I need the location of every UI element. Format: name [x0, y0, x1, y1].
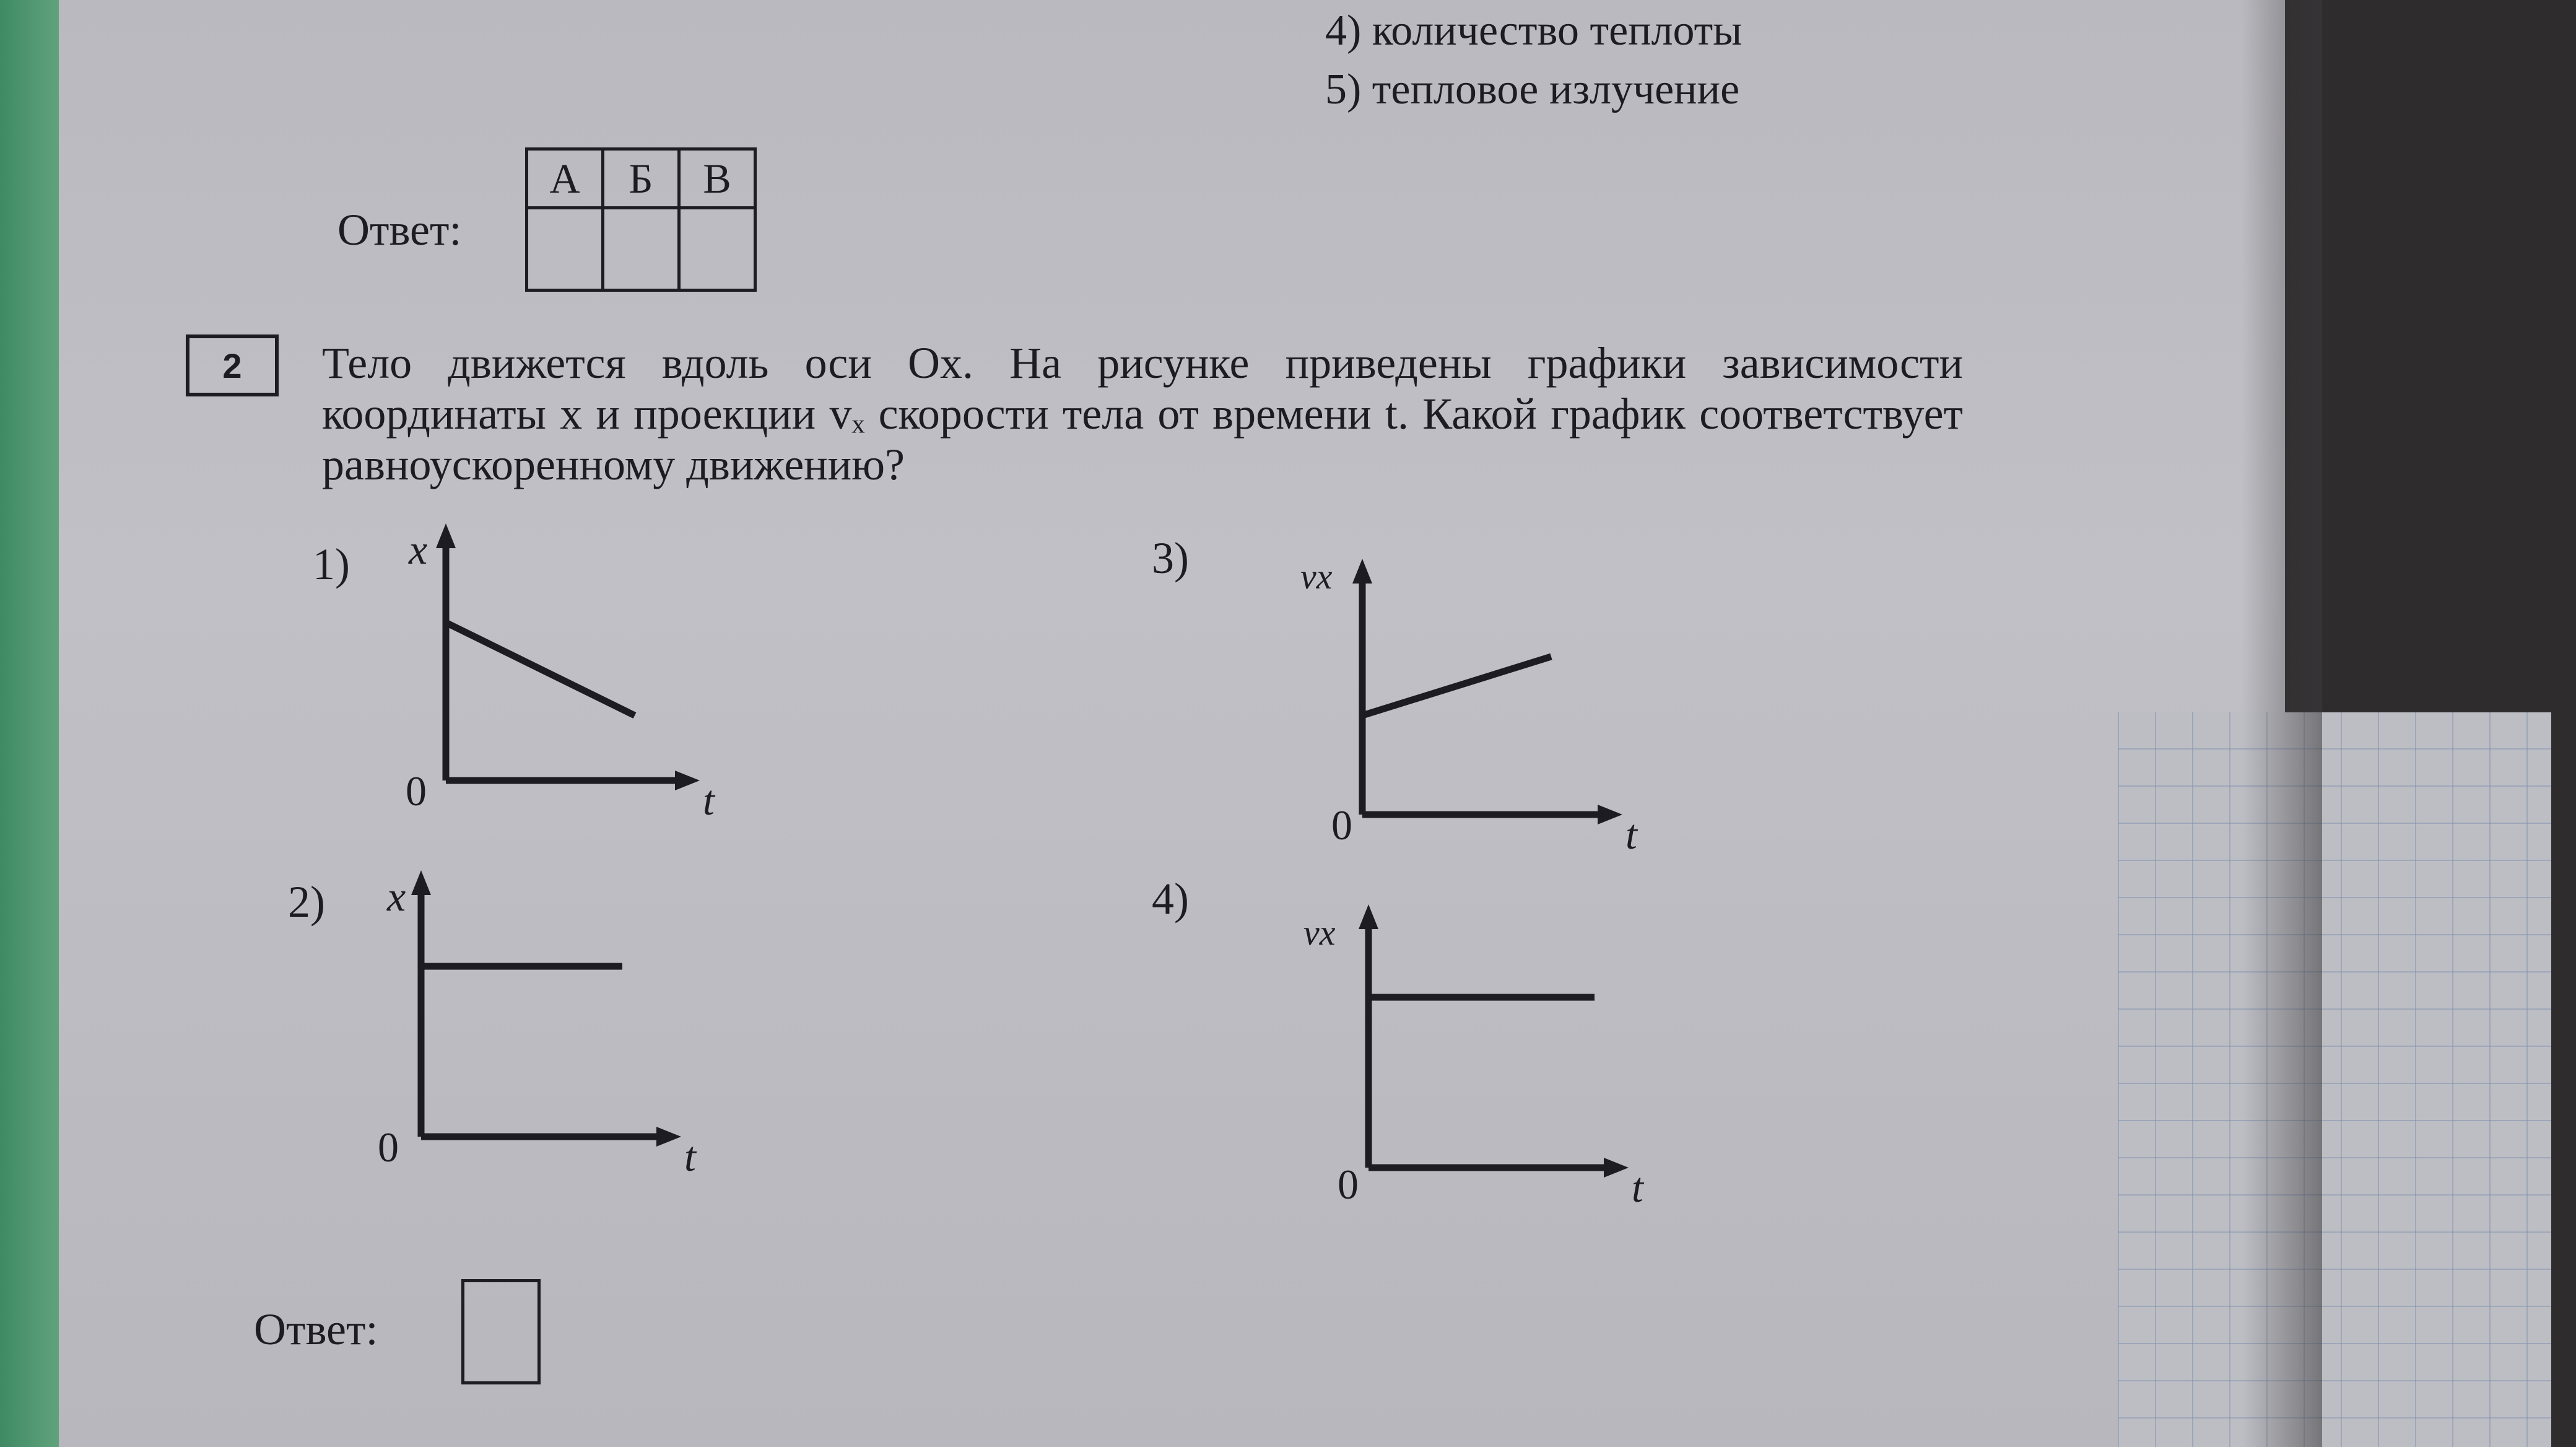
graph-3-x-label: t	[1625, 811, 1637, 858]
graph-3-x-arrow-icon	[1598, 805, 1622, 824]
graph-4-origin: 0	[1338, 1161, 1359, 1208]
answer-cell-b[interactable]	[603, 208, 679, 291]
graph-2-y-label: x	[387, 873, 406, 920]
graph-1-curve	[446, 623, 635, 715]
graph-1-number: 1)	[313, 540, 350, 589]
graph-4-x-arrow-icon	[1604, 1158, 1629, 1178]
answer-label: Ответ:	[254, 1305, 378, 1354]
answer-table-header-v: В	[679, 149, 755, 208]
page-shadow	[2242, 0, 2322, 1447]
graph-2-y-arrow-icon	[411, 870, 431, 895]
graph-3-y-label: vx	[1300, 556, 1333, 597]
graph-4-number: 4)	[1152, 874, 1189, 924]
question-number: 2	[186, 334, 279, 396]
option-5: 5) тепловое излучение	[1325, 66, 1740, 113]
answer-table-header-a: А	[527, 149, 603, 208]
graph-4	[1294, 895, 1666, 1217]
answer-cell-a[interactable]	[527, 208, 603, 291]
answer-table-header-b: Б	[603, 149, 679, 208]
answer-cell-v[interactable]	[679, 208, 755, 291]
answer-input-box[interactable]	[461, 1279, 541, 1384]
graph-1-x-label: t	[703, 777, 715, 824]
answer-table	[525, 147, 757, 292]
graph-1-x-arrow-icon	[675, 771, 700, 790]
graph-1-y-label: x	[409, 526, 428, 573]
graph-3-origin: 0	[1331, 802, 1352, 849]
graph-2-number: 2)	[288, 877, 325, 927]
graph-3-curve	[1362, 657, 1551, 715]
graph-1-y-arrow-icon	[436, 523, 456, 548]
graph-1-origin: 0	[406, 767, 427, 815]
graph-4-y-label: vx	[1303, 912, 1336, 953]
graph-4-y-arrow-icon	[1359, 904, 1378, 929]
graph-2-x-arrow-icon	[656, 1127, 681, 1147]
option-4: 4) количество теплоты	[1325, 7, 1743, 55]
answer-table-label: Ответ:	[337, 205, 462, 255]
grid-paper-sheet	[2118, 712, 2551, 1447]
graph-2-x-label: t	[684, 1133, 696, 1180]
graph-3	[1288, 551, 1660, 873]
graph-2-origin: 0	[378, 1124, 399, 1171]
question-text: Тело движется вдоль оси Ox. На рисунке приведены графики зависимости координаты x и проекции vₓ скорости тела от времени t. Какой график соответствует равноускоренному движению?	[322, 338, 1963, 489]
graph-2	[365, 864, 712, 1186]
graph-3-number: 3)	[1152, 533, 1189, 583]
graph-1	[384, 520, 731, 830]
graph-3-y-arrow-icon	[1352, 559, 1372, 584]
graph-4-x-label: t	[1632, 1164, 1643, 1211]
